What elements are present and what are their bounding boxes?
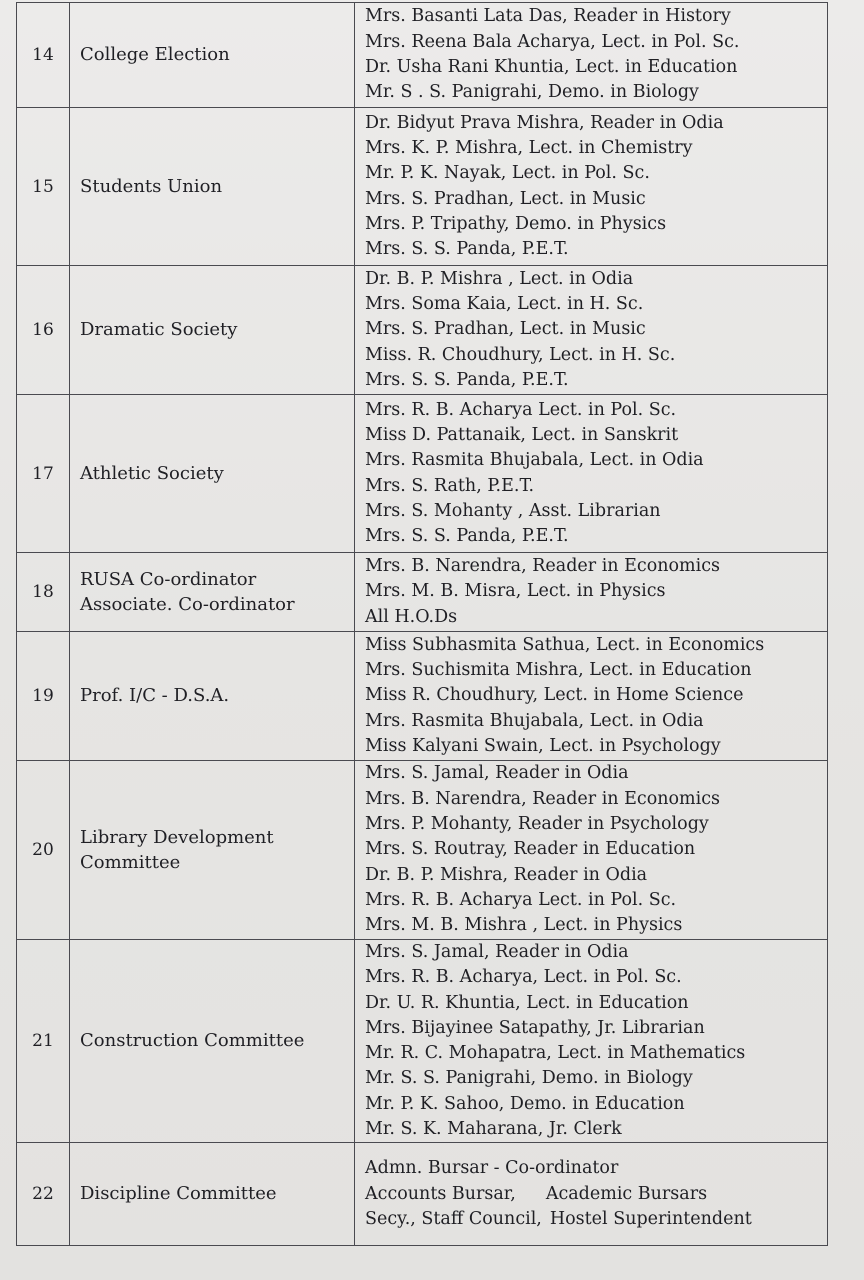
member: Miss Kalyani Swain, Lect. in Psychology [365,735,721,756]
member: Dr. B. P. Mishra, Reader in Odia [365,864,648,885]
table-row [17,940,828,1143]
committee-name-line: Committee [80,852,181,873]
member: Mrs. S. Jamal, Reader in Odia [365,942,629,962]
member: Secy., Staff Council, [365,1209,542,1230]
member: Mr. P. K. Sahoo, Demo. in Education [365,1093,685,1114]
member-row [365,1182,827,1207]
serial-number: 19 [17,632,70,761]
serial-number: 17 [17,395,70,553]
committee-table [16,2,828,1246]
member: Hostel Superintendent [549,1209,752,1230]
member: Mrs. M. B. Misra, Lect. in Physics [365,581,666,602]
serial-number: 16 [17,266,70,395]
member-list [355,1143,828,1246]
member-list [355,632,828,761]
committee-name: College Election [70,3,355,108]
committee-name: Dramatic Society [70,266,355,395]
member: Dr. Bidyut Prava Mishra, Reader in Odia [365,112,724,133]
table-row [17,553,828,632]
member: Mrs. K. P. Mishra, Lect. in Chemistry [365,137,693,158]
committee-name: Discipline Committee [70,1143,355,1246]
member: Miss Subhasmita Sathua, Lect. in Economics [365,634,765,655]
serial-number: 20 [17,761,70,940]
member: Mrs. S. Rath, P.E.T. [365,475,535,496]
member-row [365,1156,827,1181]
serial-number: 14 [17,3,70,108]
member: Academic Bursars [545,1183,708,1204]
member: Mrs. R. B. Acharya, Lect. in Pol. Sc. [365,967,682,988]
member: Admn. Bursar - Co-ordinator [365,1158,619,1179]
member: Mrs. M. B. Mishra , Lect. in Physics [365,915,683,936]
committee-name-line: RUSA Co-ordinator [80,568,257,590]
member: Mr. S . S. Panigrahi, Demo. in Biology [365,82,699,103]
member: Miss. R. Choudhury, Lect. in H. Sc. [365,344,676,365]
table-row [17,266,828,395]
member-row [365,1207,827,1232]
member: Mrs. Basanti Lata Das, Reader in History [365,6,731,27]
member-list [355,3,828,108]
member: Mrs. S. Pradhan, Lect. in Music [365,188,646,209]
member: All H.O.Ds [365,606,458,627]
member: Mrs. Reena Bala Acharya, Lect. in Pol. Sc. [365,31,740,52]
member-list [355,266,828,395]
member: Mrs. S. S. Panda, P.E.T. [365,526,569,547]
table-row [17,761,828,940]
member-list [355,761,828,940]
committee-name-line: Associate. Co-ordinator [80,594,295,615]
member: Mrs. Suchismita Mishra, Lect. in Education [365,660,752,681]
member-list [355,395,828,553]
serial-number: 18 [17,553,70,632]
committee-name [70,553,355,632]
committee-name: Students Union [70,108,355,266]
committee-name [70,761,355,940]
member: Mr. S. S. Panigrahi, Demo. in Biology [365,1068,693,1089]
member: Mrs. B. Narendra, Reader in Economics [365,788,721,809]
member: Mrs. S. S. Panda, P.E.T. [365,239,569,260]
serial-number: 22 [17,1143,70,1246]
member: Miss D. Pattanaik, Lect. in Sanskrit [365,424,679,445]
member: Mrs. R. B. Acharya Lect. in Pol. Sc. [365,399,677,420]
member: Mrs. P. Tripathy, Demo. in Physics [365,213,667,234]
committee-name: Prof. I/C - D.S.A. [70,632,355,761]
member: Dr. B. P. Mishra , Lect. in Odia [365,268,634,289]
member-list [355,553,828,632]
member-list [355,940,828,1143]
member: Mrs. S. Pradhan, Lect. in Music [365,319,646,340]
member: Mrs. S. S. Panda, P.E.T. [365,369,569,390]
member: Dr. U. R. Khuntia, Lect. in Education [365,992,689,1013]
member: Mrs. Bijayinee Satapathy, Jr. Librarian [365,1017,705,1038]
member: Mr. S. K. Maharana, Jr. Clerk [365,1119,622,1140]
table-row [17,632,828,761]
member-list [355,108,828,266]
serial-number: 21 [17,940,70,1143]
committee-name: Athletic Society [70,395,355,553]
member: Mrs. R. B. Acharya Lect. in Pol. Sc. [365,889,677,910]
member: Mr. P. K. Nayak, Lect. in Pol. Sc. [365,163,650,184]
member: Mrs. P. Mohanty, Reader in Psychology [365,814,709,835]
member: Dr. Usha Rani Khuntia, Lect. in Education [365,57,738,77]
serial-number: 15 [17,108,70,266]
member: Mrs. S. Routray, Reader in Education [365,839,696,860]
table-row [17,1143,828,1246]
member: Mrs. Soma Kaia, Lect. in H. Sc. [365,294,644,315]
member: Mrs. Rasmita Bhujabala, Lect. in Odia [365,450,704,471]
committee-name-line: Library Development [80,826,274,848]
member: Mrs. B. Narendra, Reader in Economics [365,556,721,577]
member: Mrs. S. Mohanty , Asst. Librarian [365,500,661,521]
table-row [17,395,828,553]
member: Miss R. Choudhury, Lect. in Home Science [365,685,744,706]
table-row [17,3,828,108]
member: Mrs. Rasmita Bhujabala, Lect. in Odia [365,710,704,731]
table-row [17,108,828,266]
member: Mr. R. C. Mohapatra, Lect. in Mathematics [365,1043,746,1064]
committee-name: Construction Committee [70,940,355,1143]
member: Mrs. S. Jamal, Reader in Odia [365,763,629,784]
member: Accounts Bursar, [365,1183,516,1204]
